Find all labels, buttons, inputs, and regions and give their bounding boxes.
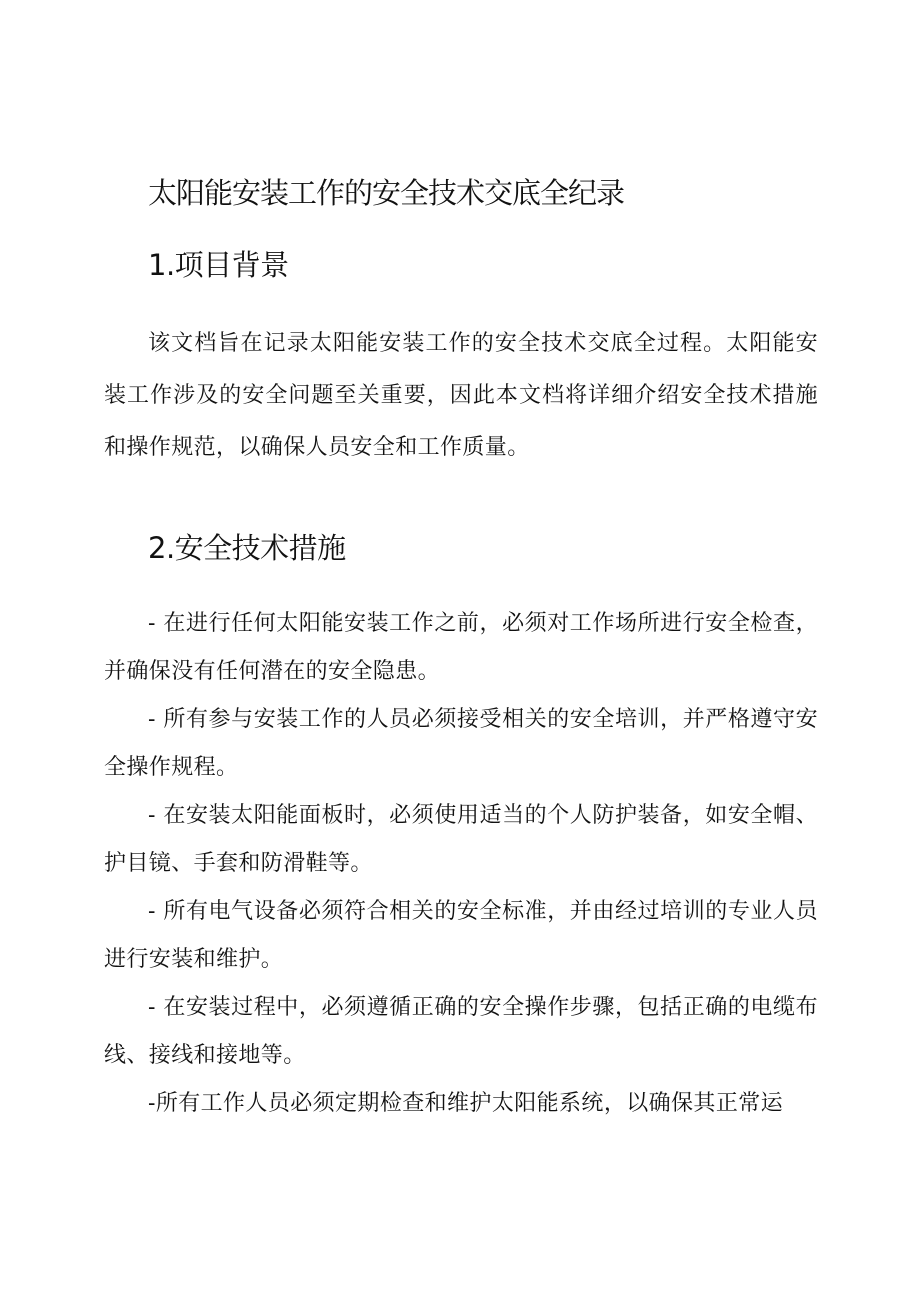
list-item: - 在进行任何太阳能安装工作之前，必须对工作场所进行安全检查，并确保没有任何潜在的安全隐患。 <box>104 611 818 684</box>
list-item: - 在安装过程中，必须遵循正确的安全操作步骤，包括正确的电缆布线、接线和接地等。 <box>104 995 818 1068</box>
safety-measures-list <box>104 600 818 1128</box>
document-title: 太阳能安装工作的安全技术交底全纪录 <box>148 176 625 210</box>
project-background-paragraph: 该文档旨在记录太阳能安装工作的安全技术交底全过程。太阳能安装工作涉及的安全问题至关重要，因此本文档将详细介绍安全技术措施和操作规范，以确保人员安全和工作质量。 <box>104 331 818 460</box>
list-item: - 所有电气设备必须符合相关的安全标准，并由经过培训的专业人员进行安装和维护。 <box>104 899 818 972</box>
list-item: - 所有参与安装工作的人员必须接受相关的安全培训，并严格遵守安全操作规程。 <box>104 707 818 780</box>
list-item: - 在安装太阳能面板时，必须使用适当的个人防护装备，如安全帽、护目镜、手套和防滑鞋等。 <box>104 803 818 876</box>
section-heading-project-background: 1.项目背景 <box>148 248 289 282</box>
section-heading-safety-measures: 2.安全技术措施 <box>148 531 346 565</box>
list-item: -所有工作人员必须定期检查和维护太阳能系统，以确保其正常运 <box>148 1091 784 1116</box>
